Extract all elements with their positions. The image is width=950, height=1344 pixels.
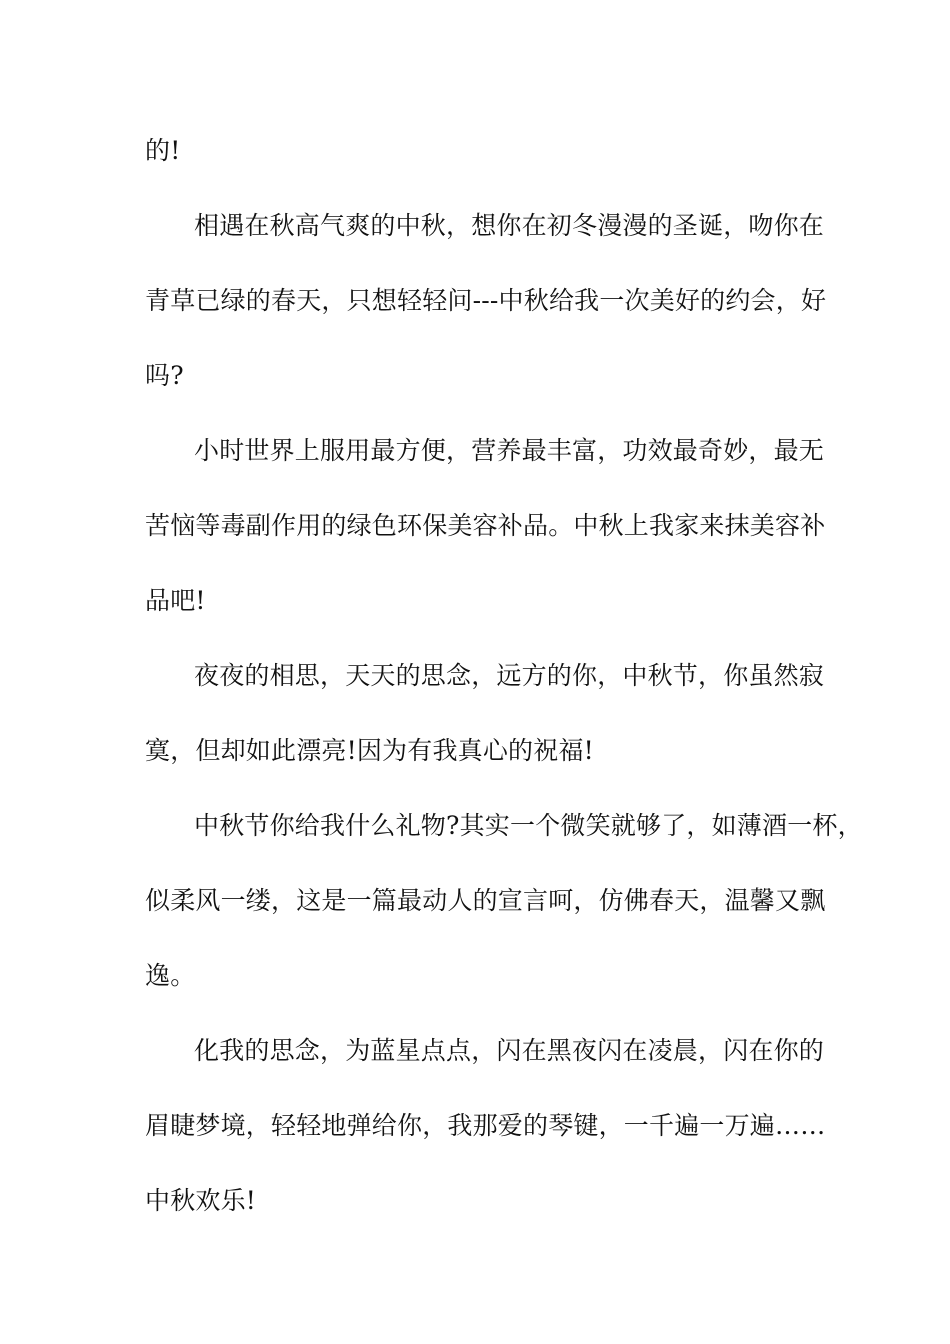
paragraph-first-line: 中秋节你给我什么礼物?其实一个微笑就够了，如薄酒一杯，	[194, 811, 863, 840]
text-line: 似柔风一缕，这是一篇最动人的宣言呵，仿佛春天，温馨又飘	[145, 886, 826, 915]
text-line: 的!	[145, 136, 181, 165]
text-line: 苦恼等毒副作用的绿色环保美容补品。中秋上我家来抹美容补	[145, 511, 826, 540]
text-line: 寞，但却如此漂亮!因为有我真心的祝福!	[145, 736, 594, 765]
paragraph-first-line: 化我的思念，为蓝星点点，闪在黑夜闪在凌晨，闪在你的	[194, 1036, 825, 1065]
text-line: 品吧!	[145, 586, 206, 615]
text-line: 吗?	[145, 361, 184, 390]
text-line: 眉睫梦境，轻轻地弹给你，我那爱的琴键，一千遍一万遍……	[145, 1111, 826, 1140]
paragraph-first-line: 小时世界上服用最方便，营养最丰富，功效最奇妙，最无	[194, 436, 825, 465]
text-line: 青草已绿的春天，只想轻轻问---中秋给我一次美好的约会，好	[145, 286, 827, 315]
text-line: 中秋欢乐!	[145, 1186, 257, 1215]
paragraph-first-line: 相遇在秋高气爽的中秋，想你在初冬漫漫的圣诞，吻你在	[194, 211, 825, 240]
paragraph-first-line: 夜夜的相思，天天的思念，远方的你，中秋节，你虽然寂	[194, 661, 825, 690]
text-line: 逸。	[145, 961, 196, 990]
